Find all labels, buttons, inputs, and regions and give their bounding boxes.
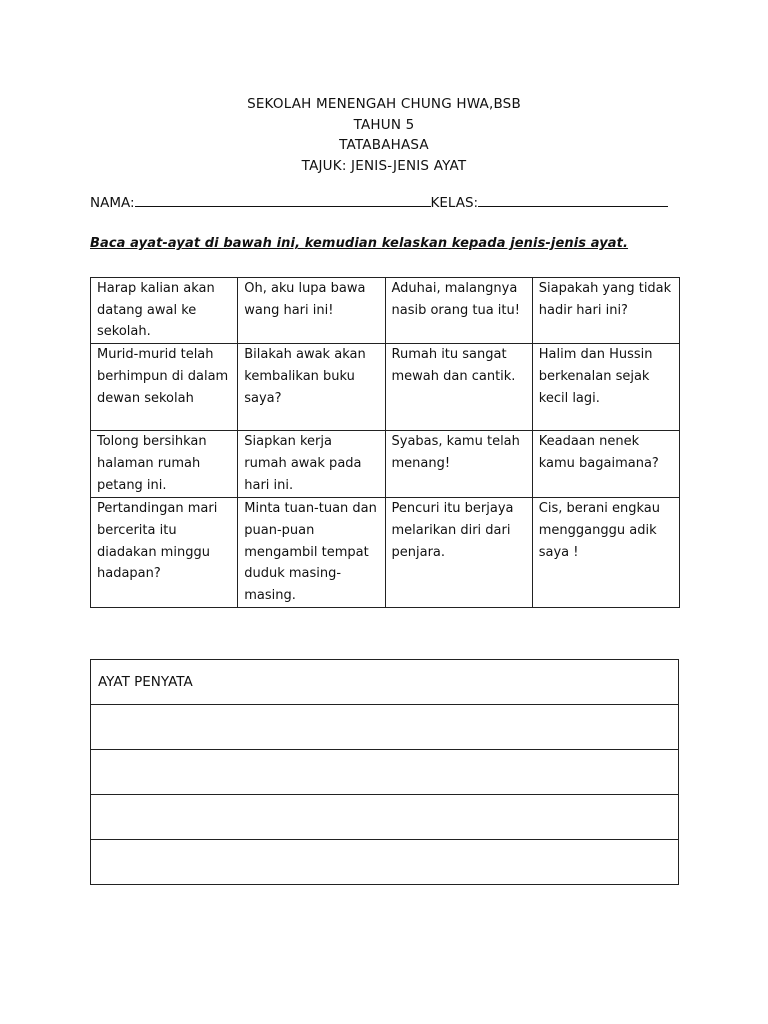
school-year: TAHUN 5 (353, 116, 415, 133)
answer-table (90, 659, 679, 885)
answer-cell[interactable] (91, 750, 679, 795)
answer-cell[interactable] (91, 840, 679, 885)
name-label: NAMA: (90, 195, 135, 211)
sentence-cell: Minta tuan-tuan dan puan-puan mengambil tempat duduk masing-masing. (238, 498, 385, 608)
answer-row (91, 750, 679, 795)
sentence-cell: Bilakah awak akan kembalikan buku saya? (238, 344, 385, 431)
sentence-cell: Siapakah yang tidak hadir hari ini? (532, 278, 679, 344)
instruction-text: Baca ayat-ayat di bawah ini, kemudian kelaskan kepada jenis-jenis ayat. (90, 236, 629, 251)
sentence-cell: Aduhai, malangnya nasib orang tua itu! (385, 278, 532, 344)
class-label: KELAS: (430, 195, 479, 211)
subject-title: TATABAHASA (339, 137, 429, 153)
table-row (91, 431, 680, 498)
table-row (91, 344, 680, 431)
sentence-cell: Murid-murid telah berhimpun di dalam dewan sekolah (91, 344, 238, 431)
sentence-table (90, 277, 680, 608)
sentence-cell: Cis, berani engkau mengganggu adik saya ! (532, 498, 679, 608)
table-row (91, 278, 680, 344)
name-field[interactable] (135, 192, 431, 207)
answer-cell[interactable] (91, 795, 679, 840)
answer-cell[interactable] (91, 705, 679, 750)
answer-heading: AYAT PENYATA (91, 660, 679, 705)
worksheet-header (0, 94, 768, 176)
sentence-cell: Halim dan Hussin berkenalan sejak kecil lagi. (532, 344, 679, 431)
table-row (91, 498, 680, 608)
sentence-cell: Rumah itu sangat mewah dan cantik. (385, 344, 532, 431)
class-field[interactable] (478, 192, 668, 207)
sentence-cell: Pencuri itu berjaya melarikan diri dari penjara. (385, 498, 532, 608)
student-info-line (90, 192, 668, 213)
sentence-cell: Keadaan nenek kamu bagaimana? (532, 431, 679, 498)
school-name: SEKOLAH MENENGAH CHUNG HWA,BSB (247, 96, 521, 112)
sentence-cell: Syabas, kamu telah menang! (385, 431, 532, 498)
answer-row (91, 840, 679, 885)
answer-heading-row (91, 660, 679, 705)
sentence-cell: Tolong bersihkan halaman rumah petang ini. (91, 431, 238, 498)
answer-row (91, 705, 679, 750)
sentence-cell: Oh, aku lupa bawa wang hari ini! (238, 278, 385, 344)
sentence-cell: Harap kalian akan datang awal ke sekolah. (91, 278, 238, 344)
topic-title: TAJUK: JENIS-JENIS AYAT (301, 157, 467, 174)
sentence-cell: Siapkan kerja rumah awak pada hari ini. (238, 431, 385, 498)
answer-row (91, 795, 679, 840)
sentence-cell: Pertandingan mari bercerita itu diadakan minggu hadapan? (91, 498, 238, 608)
